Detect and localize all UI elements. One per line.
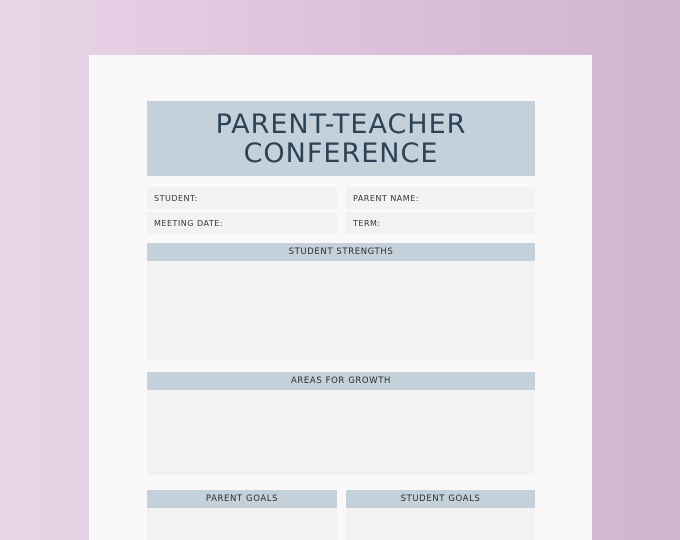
parent-name-label: PARENT NAME:	[353, 193, 419, 203]
title-line-1: PARENT-TEACHER	[215, 108, 467, 140]
growth-header: AREAS FOR GROWTH	[147, 372, 535, 390]
parent-name-field[interactable]	[346, 187, 535, 209]
student-label: STUDENT:	[154, 193, 198, 203]
student-goals-header: STUDENT GOALS	[346, 490, 535, 508]
strengths-area[interactable]	[147, 261, 535, 360]
title-line-2: CONFERENCE	[243, 137, 439, 169]
meeting-date-label: MEETING DATE:	[154, 218, 223, 228]
title-banner	[147, 101, 535, 176]
term-label: TERM:	[353, 218, 381, 228]
student-field[interactable]	[147, 187, 337, 209]
meeting-date-field[interactable]	[147, 212, 337, 234]
student-goals-area[interactable]	[346, 508, 535, 540]
growth-area[interactable]	[147, 390, 535, 475]
strengths-header: STUDENT STRENGTHS	[147, 243, 535, 261]
parent-goals-area[interactable]	[147, 508, 337, 540]
worksheet-page	[89, 55, 592, 540]
parent-goals-header: PARENT GOALS	[147, 490, 337, 508]
term-field[interactable]	[346, 212, 535, 234]
